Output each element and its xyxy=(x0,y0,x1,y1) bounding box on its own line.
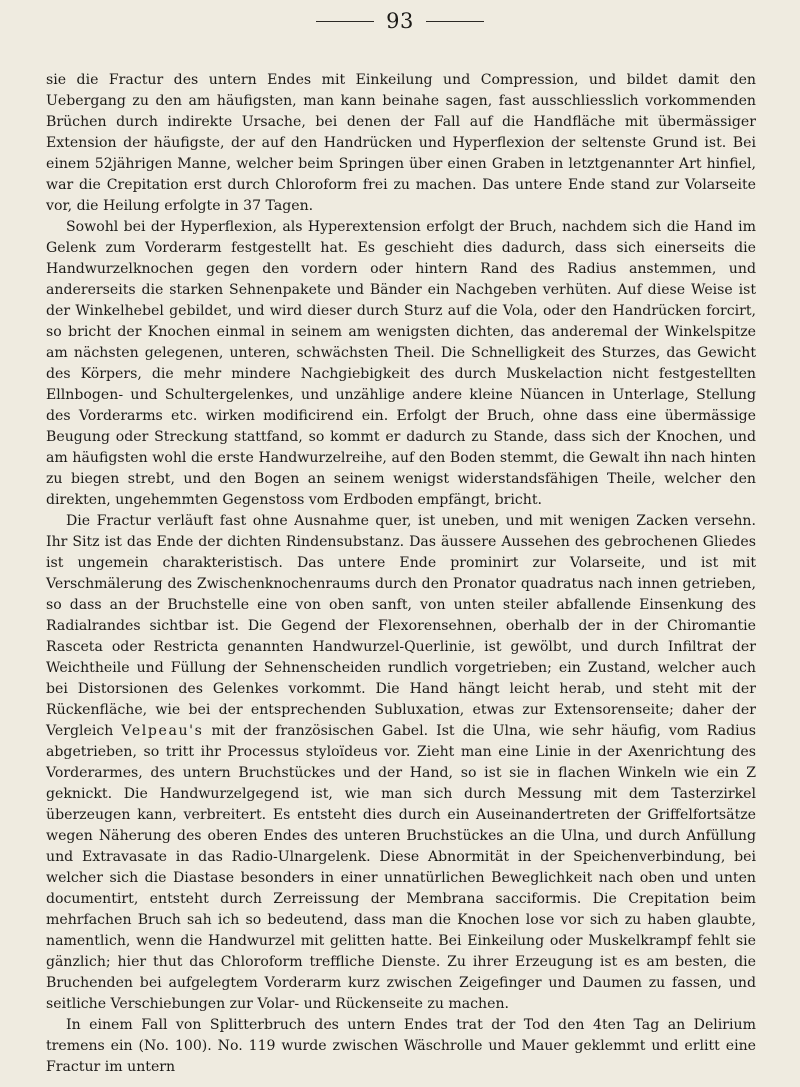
paragraph-4: In einem Fall von Splitterbruch des untern Endes trat der Tod den 4ten Tag an Delirium tremens ein (No. 100). No. 119 wurde zwischen Wäschrolle und Mauer geklemmt und erlitt eine Fractur im untern xyxy=(46,1017,756,1075)
right-header-rule xyxy=(426,21,484,22)
left-header-rule xyxy=(316,21,374,22)
author-name-velpeau: Velpeau's xyxy=(121,723,204,739)
paragraph-3-text-after: mit der französischen Gabel. Ist die Ulna, wie sehr häufig, vom Radius abgetrieben, so tritt ihr Processus styloïdeus vor. Zieht man eine Linie in der Axenrichtung des Vorderarmes, des untern Bruchstückes und der Hand, so ist sie in flachen Winkeln wie ein Z geknickt. Die Handwurzelgegend ist, wie man sich durch Messung mit dem Tasterzirkel überzeugen kann, verbreitert. Es entsteht dies durch ein Auseinandertreten der Griffelfortsätze wegen Näherung des oberen Endes des unteren Bruchstückes an die Ulna, und durch Anfüllung und Extravasate in das Radio-Ulnargelenk. Diese Abnormität in der Speichenverbindung, bei welcher sich die Diastase besonders in einer unnatürlichen Beweglichkeit nach oben und unten documentirt, entsteht durch Zerreissung der Membrana sacciformis. Die Crepitation beim mehrfachen Bruch sah ich so bedeutend, dass man die Knochen lose vor sich zu haben glaubte, namentlich, wenn die Handwurzel mit gelitten hatte. Bei Einkeilung oder Muskelkrampf fehlt sie gänzlich; hier thut das Chloroform treffliche Dienste. Zu ihrer Erzeugung ist es am besten, die Bruchenden bei aufgelegtem Vorderarm kurz zwischen Zeigefinger und Daumen zu fassen, und seitliche Verschiebungen zur Volar- und Rückenseite zu machen. xyxy=(46,723,756,1012)
paragraph-3 xyxy=(46,511,756,1015)
page-number: 93 xyxy=(386,9,414,33)
paragraph-3-text-before: Die Fractur verläuft fast ohne Ausnahme quer, ist uneben, und mit wenigen Zacken versehn. Ihr Sitz ist das Ende der dichten Rindensubstanz. Das äussere Aussehen des gebrochenen Gliedes ist ungemein charakteristisch. Das untere Ende prominirt zur Volarseite, und ist mit Verschmälerung des Zwischenknochenraums durch den Pronator quadratus nach innen getrieben, so dass an der Bruchstelle eine von oben sanft, von unten steiler abfallende Einsenkung des Radialrandes sichtbar ist. Die Gegend der Flexorensehnen, oberhalb der in der Chiromantie Rasceta oder Restricta genannten Handwurzel-Querlinie, ist gewölbt, und durch Infiltrat der Weichtheile und Füllung der Sehnenscheiden rundlich vorgetrieben; ein Zustand, welcher auch bei Distorsionen des Gelenkes vorkommt. Die Hand hängt leicht herab, und steht mit der Rückenfläche, wie bei der entsprechenden Subluxation, etwas zur Extensorenseite; daher der Vergleich xyxy=(46,513,756,739)
page-header xyxy=(0,6,800,36)
body-text xyxy=(46,70,756,1078)
paragraph-2: Sowohl bei der Hyperflexion, als Hyperextension erfolgt der Bruch, nachdem sich die Hand im Gelenk zum Vorderarm festgestellt hat. Es geschieht dies dadurch, dass sich einerseits die Handwurzelknochen gegen den vordern oder hintern Rand des Radius anstemmen, und andererseits die starken Sehnenpakete und Bänder ein Nachgeben verhüten. Auf diese Weise ist der Winkelhebel gebildet, und wird dieser durch Sturz auf die Vola, oder den Handrücken forcirt, so bricht der Knochen einmal in seinem am wenigsten dichten, das anderemal der Winkelspitze am nächsten gelegenen, unteren, schwächsten Theil. Die Schnelligkeit des Sturzes, das Gewicht des Körpers, die mehr mindere Nachgiebigkeit des durch Muskelaction nicht festgestellten Ellnbogen- und Schultergelenkes, und unzählige andere kleine Nüancen in Unterlage, Stellung des Vorderarms etc. wirken modificirend ein. Erfolgt der Bruch, ohne dass eine übermässige Beugung oder Streckung stattfand, so kommt er dadurch zu Stande, dass sich der Knochen, und am häufigsten wohl die erste Handwurzelreihe, auf den Boden stemmt, die Gewalt ihn nach hinten zu biegen strebt, und den Bogen an seinem wenigst widerstandsfähigen Theile, welcher den direkten, ungehemmten Gegenstoss vom Erdboden empfängt, bricht. xyxy=(46,219,756,508)
paragraph-1: sie die Fractur des untern Endes mit Einkeilung und Compression, und bildet damit den Uebergang zu den am häufigsten, man kann beinahe sagen, fast ausschliesslich vorkommenden Brüchen durch indirekte Ursache, bei denen der Fall auf die Handfläche mit übermässiger Extension der häufigste, der auf den Handrücken und Hyperflexion der seltenste Grund ist. Bei einem 52jährigen Manne, welcher beim Springen über einen Graben in letztgenannter Art hinfiel, war die Crepitation erst durch Chloroform frei zu machen. Das untere Ende stand zur Volarseite vor, die Heilung erfolgte in 37 Tagen. xyxy=(46,72,756,214)
